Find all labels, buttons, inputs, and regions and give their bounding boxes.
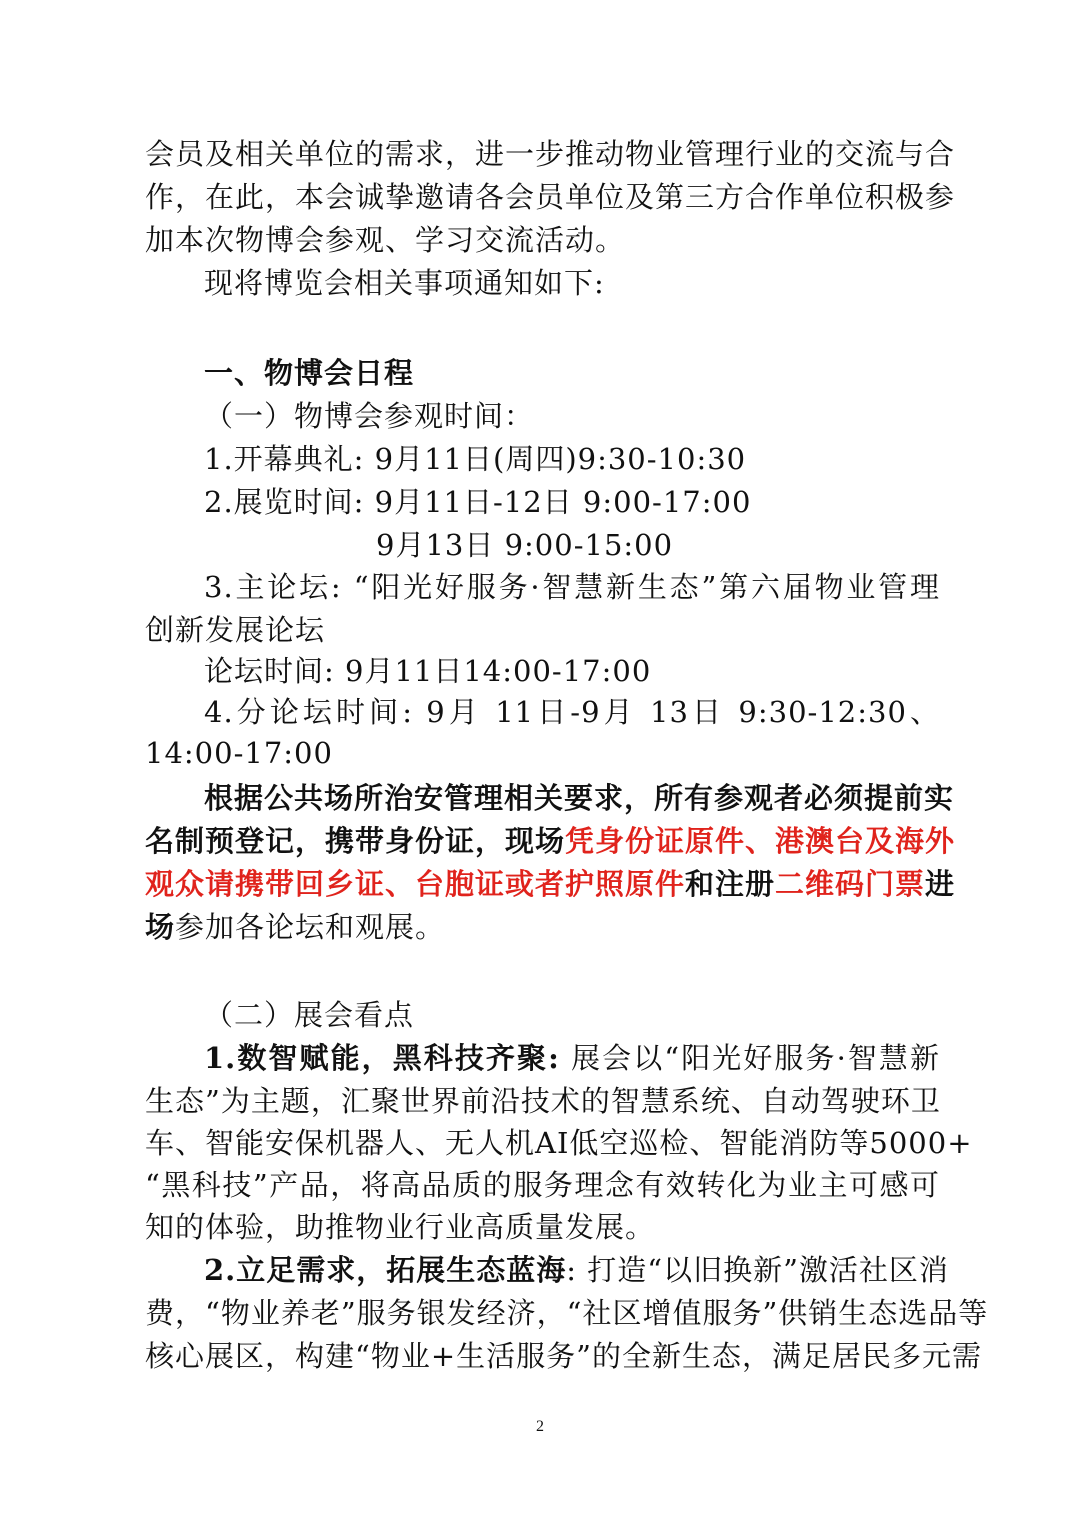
highlight-line: 知的体验，助推物业行业高质量发展。: [145, 1210, 656, 1244]
subsection-heading: （二）展会看点: [204, 998, 415, 1032]
schedule-item: 2.展览时间: 9月11日-12日 9:00-17:00: [204, 485, 752, 519]
notice-text: 名制预登记，携带身份证，现场: [145, 824, 566, 858]
notice-line: [145, 863, 956, 905]
highlight-title: 1.数智赋能，黑科技齐聚:: [204, 1041, 560, 1075]
body-line: 作，在此，本会诚挚邀请各会员单位及第三方合作单位积极参: [145, 180, 956, 214]
schedule-item-continued: 创新发展论坛: [145, 613, 326, 647]
notice-text: 参加各论坛和观展。: [175, 910, 446, 944]
schedule-item-continued: 9月13日 9:00-15:00: [376, 528, 674, 562]
page-number: 2: [536, 1418, 544, 1435]
highlight-line: 车、智能安保机器人、无人机AI低空巡检、智能消防等5000+: [145, 1126, 973, 1160]
highlight-text: 展会以“阳光好服务·智慧新: [559, 1041, 941, 1075]
highlight-text: : 打造“以旧换新”激活社区消: [566, 1253, 949, 1287]
body-line: 会员及相关单位的需求，进一步推动物业管理行业的交流与合: [145, 137, 956, 171]
notice-line: [145, 820, 956, 862]
notice-highlight: 二维码门票: [775, 867, 926, 901]
notice-text: 和注册: [685, 867, 776, 901]
schedule-item: 3.主论坛: “阳光好服务·智慧新生态”第六届物业管理: [204, 570, 940, 604]
notice-highlight: 观众请携带回乡证、台胞证或者护照原件: [145, 867, 686, 901]
notice-line: 根据公共场所治安管理相关要求，所有参观者必须提前实: [204, 781, 955, 815]
body-line: 加本次物博会参观、学习交流活动。: [145, 223, 626, 257]
forum-time: 论坛时间: 9月11日14:00-17:00: [204, 654, 652, 688]
highlight-line: [204, 1249, 949, 1291]
highlight-title: 2.立足需求，拓展生态蓝海: [204, 1253, 567, 1287]
schedule-item: 4.分论坛时间: 9月 11日-9月 13日 9:30-12:30、: [204, 695, 940, 729]
subsection-heading: （一）物博会参观时间：: [204, 399, 535, 433]
highlight-line: 费，“物业养老”服务银发经济，“社区增值服务”供销生态选品等: [145, 1296, 989, 1330]
schedule-item-continued: 14:00-17:00: [145, 736, 333, 770]
highlight-line: 核心展区，构建“物业+生活服务”的全新生态，满足居民多元需: [145, 1339, 982, 1373]
highlight-line: [204, 1037, 940, 1079]
notice-text: 进: [925, 867, 956, 901]
notice-highlight: 凭身份证原件、港澳台及海外: [565, 824, 956, 858]
highlight-line: “黑科技”产品，将高品质的服务理念有效转化为业主可感可: [145, 1168, 940, 1202]
notice-line: [145, 906, 940, 948]
body-line: 现将博览会相关事项通知如下:: [204, 266, 605, 300]
schedule-item: 1.开幕典礼: 9月11日(周四)9:30-10:30: [204, 442, 747, 476]
notice-text: 场: [145, 910, 176, 944]
highlight-line: 生态”为主题，汇聚世界前沿技术的智慧系统、自动驾驶环卫: [145, 1084, 941, 1118]
section-heading: 一、物博会日程: [204, 356, 415, 390]
